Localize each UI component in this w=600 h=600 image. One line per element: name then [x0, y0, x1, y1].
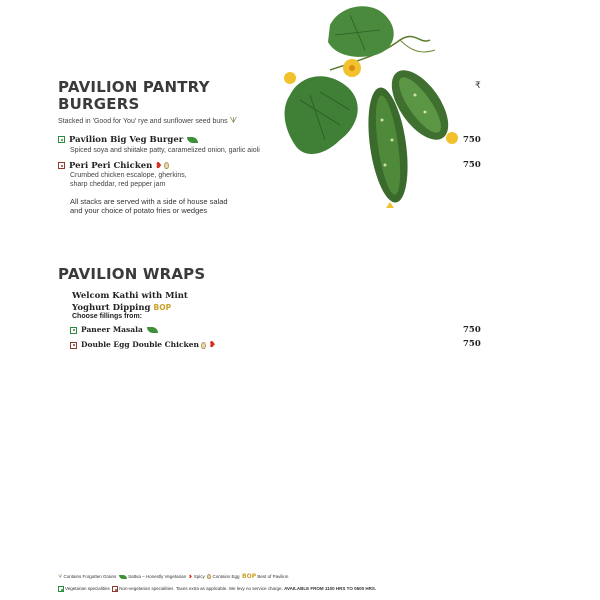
- chili-icon: ❥: [208, 339, 216, 349]
- burgers-title-line2: BURGERS: [58, 95, 140, 113]
- wrap-main-name-cont: Yoghurt Dipping: [72, 303, 151, 313]
- filling-price: 750: [463, 339, 481, 349]
- bop-badge: BOP: [153, 303, 172, 312]
- chili-icon: ❥: [155, 160, 163, 170]
- menu-item-name: Pavilion Big Veg Burger: [69, 135, 184, 145]
- menu-item-name: Peri Peri Chicken: [69, 161, 153, 171]
- filling-name: Paneer Masala: [81, 325, 143, 334]
- legend-line-1: [58, 573, 288, 580]
- cucumber-illustration: [270, 0, 470, 210]
- egg-icon: [207, 574, 211, 579]
- legend-line-2: [58, 586, 376, 592]
- egg-icon: [201, 342, 206, 349]
- legend-hours: AVAILABLE FROM 1100 HRS TO 0600 HRS.: [284, 586, 377, 592]
- sattva-leaf-icon: [147, 327, 158, 333]
- nonveg-icon: [70, 342, 77, 349]
- legend-text: Contains Forgotten Grains: [63, 574, 117, 579]
- legend-text: Contains Egg: [212, 574, 240, 579]
- menu-item-desc: sharp cheddar, red pepper jam: [70, 180, 166, 188]
- legend-text: Non-vegetarian specialities: [119, 586, 174, 592]
- burgers-title-line1: PAVILION PANTRY: [58, 78, 210, 96]
- chili-icon: ❥: [188, 574, 193, 579]
- legend-text: Best of Pavilion: [257, 574, 289, 579]
- veg-icon: [58, 136, 65, 143]
- nonveg-icon: [58, 162, 65, 169]
- legend-text: Taxes extra as applicable. We levy no service charge.: [175, 586, 283, 592]
- burgers-note: All stacks are served with a side of house salad: [70, 197, 228, 206]
- wraps-title: PAVILION WRAPS: [58, 265, 206, 283]
- egg-icon: [164, 162, 169, 169]
- menu-item-desc: Crumbed chicken escalope, gherkins,: [70, 172, 187, 179]
- menu-item-price: 750: [463, 160, 481, 170]
- filling-price: 750: [463, 325, 481, 335]
- menu-item-desc: Spiced soya and shiitake patty, caramelized onion, garlic aioli: [70, 147, 260, 154]
- grain-icon: ᗐ: [229, 116, 238, 125]
- menu-item-price: 750: [463, 135, 481, 145]
- burgers-subtitle: Stacked in 'Good for You' rye and sunflower seed buns: [58, 118, 228, 125]
- veg-icon: [58, 586, 64, 592]
- veg-icon: [70, 327, 77, 334]
- sattva-leaf-icon: [119, 575, 127, 579]
- nonveg-icon: [112, 586, 118, 592]
- currency-symbol: ₹: [475, 80, 481, 90]
- choose-fillings-label: Choose fillings from:: [72, 313, 142, 320]
- filling-name: Double Egg Double Chicken: [81, 340, 199, 349]
- legend-text: Vegetarian specialities: [65, 586, 110, 592]
- bop-badge: BOP: [242, 573, 257, 580]
- legend-text: Sattva – Honestly Vegetarian: [128, 574, 187, 579]
- burgers-note: and your choice of potato fries or wedges: [70, 206, 208, 215]
- grain-icon: ᗐ: [58, 574, 63, 579]
- legend-text: Spicy: [193, 574, 205, 579]
- sattva-leaf-icon: [187, 137, 198, 143]
- wrap-main-name: Welcom Kathi with Mint: [72, 291, 188, 301]
